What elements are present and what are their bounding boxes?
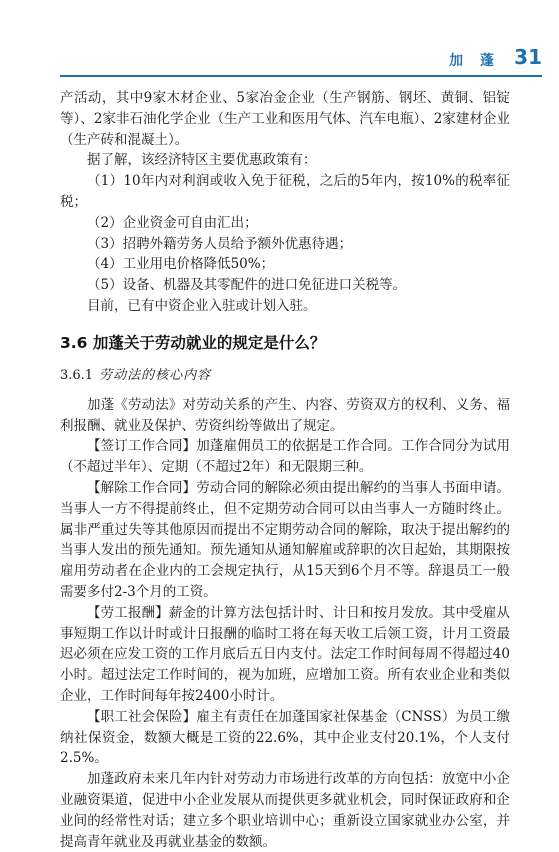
labor-item-termination [60,478,510,603]
policy-lead: 据了解，该经济特区主要优惠政策有： [87,152,317,169]
continued-paragraph: 产活动，其中9家木材企业、5家冶金企业（生产钢筋、钢坯、黄铜、铝锭等）、2家非石油化学企业（生产工业和医用气体、汽车电瓶）、2家建材企业（生产砖和混凝土）。 [60,90,510,148]
item-tag: 【劳工报酬】 [87,604,169,621]
running-header-title: 加 蓬 [449,53,500,69]
policy-item: （4）工业用电价格降低50%； [87,256,275,273]
item-text: 雇主有责任在加蓬国家社保基金（CNSS）为员工缴纳社保资金，数额大概是工资的22.6%，其中企业支付20.1%，个人支付2.5%。 [60,708,510,767]
item-tag: 【职工社会保险】 [87,708,197,725]
subsection-heading [60,365,510,387]
policy-item: （1）10年内对利润或收入免于征税，之后的5年内，按10%的税率征税； [60,173,510,210]
closing-paragraph: 目前，已有中资企业入驻或计划入驻。 [87,297,317,314]
item-text: 薪金的计算方法包括计时、计日和按月发放。其中受雇从事短期工作以计时或计日报酬的临时工将在每天收工后领工资，计月工资最迟必须在应发工资的工作月底后五日内支付。法定工作时间每周不得超过40小时。超过法定工作时间的，视为加班，应增加工资。所有农业企业和类似企业，工作时间每年按2400小时计。 [60,604,511,704]
labor-item-contract [60,436,510,478]
section-title: 加蓬关于劳动就业的规定是什么？ [92,333,326,352]
item-tag: 【签订工作合同】 [87,438,197,455]
item-text: 加蓬雇佣员工的依据是工作合同。工作合同分为试用（不超过半年）、定期（不超过2年）和无限期三种。 [60,438,511,476]
header-divider [60,75,542,77]
section-heading [60,331,510,355]
page-header [60,45,542,78]
page-content [60,88,510,852]
policy-item: （3）招聘外籍劳务人员给予额外优惠待遇； [87,235,353,252]
reform-paragraph: 加蓬政府未来几年内针对劳动力市场进行改革的方向包括：放宽中小企业融资渠道，促进中小企业发展从而提供更多就业机会，同时保证政府和企业间的经常性对话；建立多个职业培训中心；重新设立国家就业办公室，并提高青年就业及再就业基金的数额。 [60,771,510,850]
policy-item: （5）设备、机器及其零配件的进口免征进口关税等。 [87,277,407,294]
item-tag: 【解除工作合同】 [87,479,197,496]
subsection-title: 劳动法的核心内容 [99,367,212,383]
labor-law-overview: 加蓬《劳动法》对劳动关系的产生、内容、劳资双方的权利、义务、福利报酬、就业及保护、劳资纠纷等做出了规定。 [60,396,510,434]
item-text: 劳动合同的解除必须由提出解约的当事人书面申请。当事人一方不得提前终止，但不定期劳动合同可以由当事人一方随时终止。属非严重过失等其他原因而提出不定期劳动合同的解除，取决于提出解约的当事人发出的预先通知。预先通知从通知解雇或辞职的次日起始，其期限按雇用劳动者在企业内的工会规定执行，从15天到6个月不等。辞退员工一般需要多付2-3个月的工资。 [60,479,511,600]
labor-item-social-insurance [60,707,510,769]
page-number: 31 [514,45,542,69]
policy-item: （2）企业资金可自由汇出； [87,214,258,231]
section-number: 3.6 [60,333,88,352]
labor-item-remuneration [60,603,510,707]
subsection-number: 3.6.1 [60,367,94,383]
